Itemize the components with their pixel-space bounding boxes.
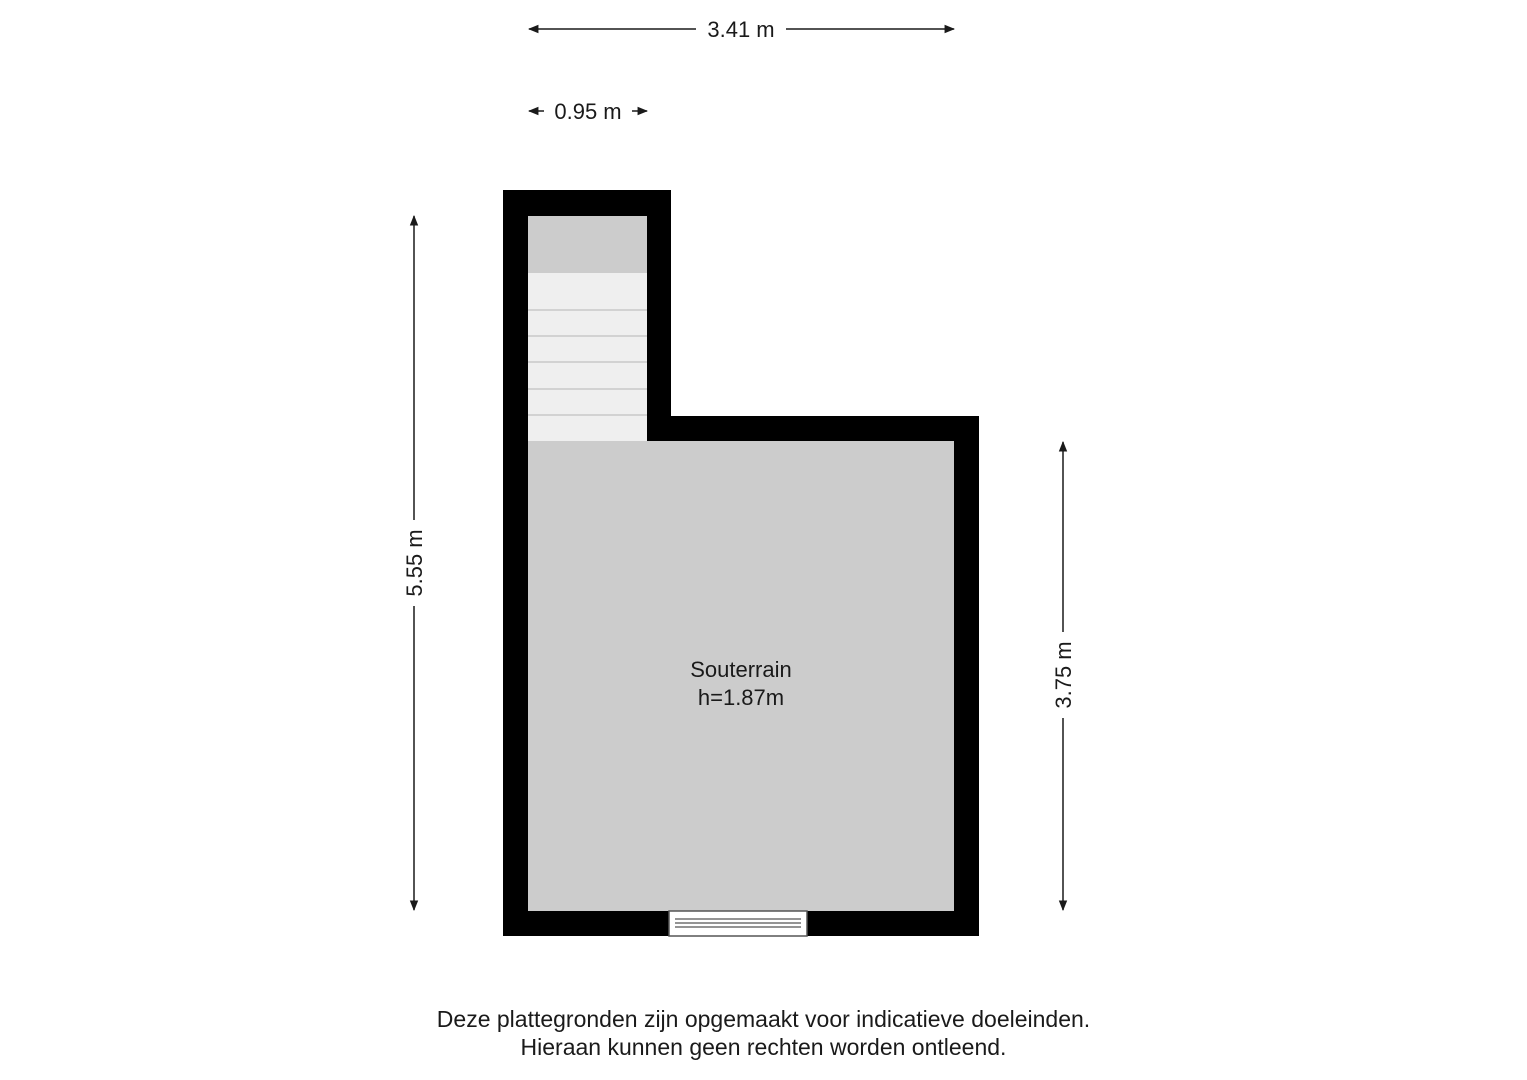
dimension-top-width [529,17,954,42]
dimension-left-height-label: 5.55 m [402,529,427,597]
room-name: Souterrain [690,657,792,682]
disclaimer [0,1005,1527,1061]
dimension-left-height [402,216,427,910]
disclaimer-line-1: Deze plattegronden zijn opgemaakt voor indicatieve doeleinden. [436,1006,1091,1032]
window [669,911,807,936]
room-height: h=1.87m [697,685,785,710]
dimension-stair-width [529,99,647,124]
dimension-top-width-label: 3.41 m [707,17,775,42]
dimension-right-height-label: 3.75 m [1051,641,1076,709]
disclaimer-line-2: Hieraan kunnen geen rechten worden ontleend. [520,1034,1007,1060]
dimension-stair-width-label: 0.95 m [554,99,622,124]
dimension-right-height [1051,442,1076,910]
staircase [528,273,647,441]
